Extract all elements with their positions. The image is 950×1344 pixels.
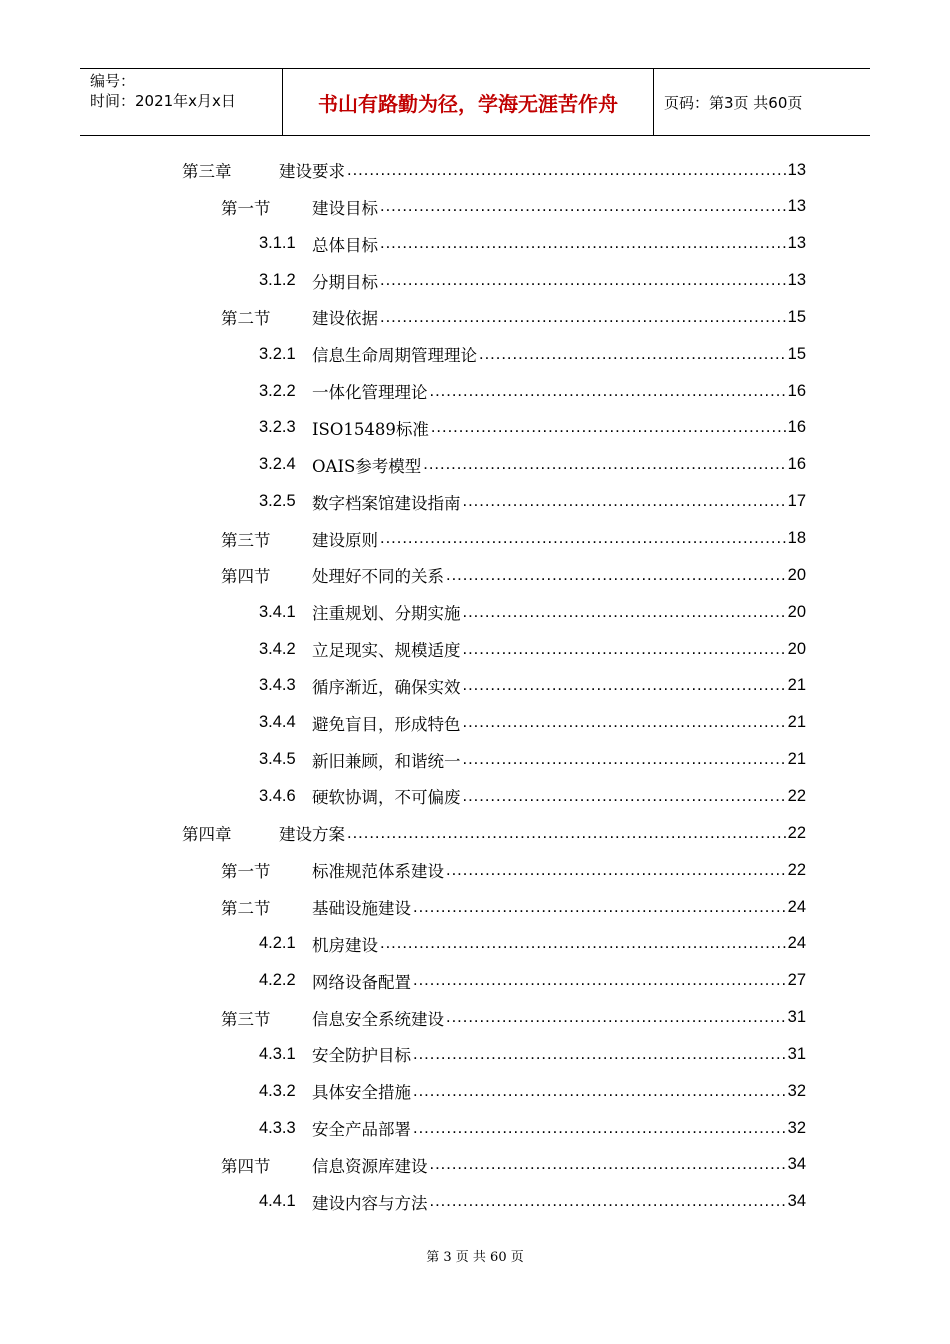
toc-entry-title: 总体目标 [312, 235, 378, 255]
toc-entry-number: 第二节 [221, 310, 271, 329]
toc-entry-title: 标准规范体系建设 [312, 862, 444, 882]
toc-entry[interactable] [259, 336, 806, 372]
toc-leader-dots [380, 271, 786, 290]
toc-leader-dots [446, 1008, 786, 1027]
toc-entry[interactable] [182, 815, 806, 851]
toc-leader-dots [380, 234, 786, 253]
toc-entry[interactable] [259, 742, 806, 778]
toc-entry-title: 建设要求 [279, 162, 345, 181]
toc-entry-page: 13 [787, 234, 806, 253]
toc-entry-page: 20 [787, 565, 806, 584]
toc-entry-number: 3.2.3 [259, 418, 296, 437]
toc-entry-number: 3.4.2 [259, 639, 296, 658]
toc-entry-number: 3.4.5 [259, 750, 296, 769]
toc-leader-dots [463, 603, 786, 622]
toc-leader-dots [347, 161, 786, 180]
toc-entry[interactable] [259, 373, 806, 409]
page-footer: 第 3 页 共 60 页 [426, 1250, 524, 1265]
toc-entry[interactable] [259, 447, 806, 483]
toc-entry-title: 处理好不同的关系 [312, 567, 444, 587]
toc-entry-number: 4.4.1 [259, 1192, 296, 1211]
toc-entry-page: 31 [787, 1044, 806, 1063]
toc-entry-page: 22 [787, 860, 806, 879]
toc-entry-title: 一体化管理理论 [312, 383, 428, 403]
serial-label: 编号： [90, 72, 136, 90]
toc-entry-page: 13 [787, 160, 806, 179]
toc-entry-title: 建设目标 [312, 198, 378, 218]
toc-entry-title: 立足现实、规模适度 [312, 641, 461, 661]
toc-entry-title: 网络设备配置 [312, 972, 411, 992]
toc-leader-dots [380, 529, 786, 548]
toc-leader-dots [380, 197, 786, 216]
toc-leader-dots [413, 1082, 786, 1101]
toc-entry-page: 22 [787, 823, 806, 842]
toc-leader-dots [463, 787, 786, 806]
toc-entry-title: 循序渐近，确保实效 [312, 677, 461, 697]
toc-entry-page: 32 [787, 1118, 806, 1137]
toc-entry[interactable] [259, 263, 806, 299]
toc-entry-title: ISO15489标准 [312, 419, 429, 439]
toc-entry-number: 第一节 [221, 863, 271, 882]
toc-entry-page: 34 [787, 1155, 806, 1174]
toc-leader-dots [479, 345, 786, 364]
toc-leader-dots [380, 934, 786, 953]
toc-entry-page: 34 [787, 1192, 806, 1211]
toc-leader-dots [446, 861, 786, 880]
toc-entry-title: 机房建设 [312, 935, 378, 955]
toc-entry-number: 第三章 [182, 163, 232, 181]
toc-entry[interactable] [259, 1110, 806, 1146]
toc-leader-dots [446, 566, 786, 585]
toc-entry-title: 安全防护目标 [312, 1046, 411, 1066]
toc-entry[interactable] [259, 1184, 806, 1220]
toc-entry-number: 3.1.2 [259, 271, 296, 290]
toc-entry-number: 第一节 [221, 199, 271, 218]
toc-entry[interactable] [259, 631, 806, 667]
time-label: 时间：2021年x月x日 [90, 92, 236, 110]
toc-entry-number: 第四节 [221, 1157, 271, 1176]
toc-entry-number: 3.2.5 [259, 492, 296, 511]
toc-entry-page: 21 [787, 676, 806, 695]
toc-leader-dots [463, 750, 786, 769]
toc-entry-page: 15 [787, 344, 806, 363]
toc-entry-page: 20 [787, 602, 806, 621]
toc-entry-title: 分期目标 [312, 272, 378, 292]
toc-leader-dots [463, 640, 786, 659]
toc-entry-title: 信息生命周期管理理论 [312, 346, 477, 366]
toc-entry-title: 基础设施建设 [312, 899, 411, 918]
toc-leader-dots [430, 382, 786, 401]
toc-leader-dots [430, 1192, 786, 1211]
toc-entry-page: 31 [787, 1008, 806, 1027]
toc-entry-title: 建设方案 [279, 825, 345, 845]
toc-leader-dots [463, 492, 786, 511]
toc-leader-dots [413, 971, 786, 990]
toc-entry[interactable] [259, 705, 806, 741]
toc-entry-number: 4.3.1 [259, 1044, 296, 1063]
toc-entry-page: 18 [787, 529, 806, 547]
toc-entry[interactable] [259, 778, 806, 814]
toc-entry-title: 信息资源库建设 [312, 1156, 428, 1176]
toc-entry-title: OAIS参考模型 [312, 456, 422, 476]
toc-entry-number: 4.3.3 [259, 1118, 296, 1137]
toc-entry[interactable] [221, 852, 806, 888]
header-page-info: 页码：第3页 共60页 [664, 93, 803, 112]
toc-entry-number: 3.4.4 [259, 713, 296, 732]
toc-entry-number: 3.2.1 [259, 344, 296, 363]
toc-leader-dots [413, 898, 786, 917]
toc-entry[interactable] [259, 226, 806, 262]
toc-entry-title: 建设内容与方法 [312, 1193, 428, 1213]
toc-entry-number: 3.4.3 [259, 676, 296, 695]
toc-entry-title: 硬软协调，不可偏废 [312, 788, 461, 808]
toc-entry-page: 21 [787, 750, 806, 769]
toc-entry-number: 第四章 [182, 826, 232, 845]
toc-entry-number: 第二节 [221, 900, 271, 918]
toc-entry-number: 3.2.4 [259, 455, 296, 474]
header-motto: 书山有路勤为径，学海无涯苦作舟 [282, 69, 654, 135]
toc-entry[interactable] [259, 484, 806, 520]
toc-entry[interactable] [259, 594, 806, 630]
toc-leader-dots [347, 824, 786, 843]
toc-entry-title: 建设依据 [312, 309, 378, 329]
toc-entry-title: 注重规划、分期实施 [312, 604, 461, 624]
toc-leader-dots [431, 418, 786, 437]
toc-entry-number: 3.4.6 [259, 786, 296, 805]
toc-entry-page: 15 [787, 307, 806, 326]
header-meta [80, 69, 282, 135]
toc-leader-dots [430, 1155, 786, 1174]
toc-entry-page: 22 [787, 786, 806, 805]
toc-entry[interactable] [259, 963, 806, 999]
toc-entry-page: 27 [787, 971, 806, 990]
toc-leader-dots [463, 676, 786, 695]
toc-entry[interactable] [221, 189, 806, 225]
toc-entry[interactable] [259, 1036, 806, 1072]
toc-entry-page: 17 [787, 492, 806, 511]
toc-entry-title: 建设原则 [312, 530, 378, 550]
toc-leader-dots [423, 455, 785, 474]
toc-entry[interactable] [259, 668, 806, 704]
page-header [80, 68, 870, 136]
toc-entry-number: 第四节 [221, 568, 271, 587]
toc-entry-number: 3.1.1 [259, 234, 296, 253]
toc-entry[interactable] [221, 521, 806, 557]
toc-entry-title: 信息安全系统建设 [312, 1009, 444, 1029]
toc-entry-number: 3.4.1 [259, 602, 296, 621]
toc-entry-number: 4.2.2 [259, 971, 296, 990]
toc-entry-page: 13 [787, 271, 806, 290]
toc-entry[interactable] [221, 1147, 806, 1183]
toc-entry-page: 32 [787, 1081, 806, 1100]
toc-entry-number: 4.2.1 [259, 934, 296, 953]
toc-entry-page: 13 [787, 197, 806, 216]
toc-entry-page: 16 [787, 381, 806, 400]
toc-entry-page: 16 [787, 455, 806, 474]
toc-leader-dots [413, 1045, 786, 1064]
toc-entry-number: 3.2.2 [259, 381, 296, 400]
toc-entry[interactable] [221, 557, 806, 593]
toc-entry-page: 16 [787, 418, 806, 437]
toc-entry-title: 具体安全措施 [312, 1083, 411, 1103]
toc-entry[interactable] [182, 152, 806, 188]
toc-leader-dots [413, 1119, 786, 1138]
toc-entry-page: 21 [787, 713, 806, 732]
toc-entry-page: 24 [787, 934, 806, 953]
toc-entry[interactable] [221, 299, 806, 335]
toc-entry-page: 20 [787, 639, 806, 658]
toc-entry-title: 新旧兼顾，和谐统一 [312, 751, 461, 771]
toc-leader-dots [380, 308, 786, 327]
toc-entry[interactable] [259, 410, 806, 446]
toc-entry-number: 第三节 [221, 1010, 271, 1029]
toc-entry-page: 24 [787, 897, 806, 916]
toc-entry[interactable] [221, 889, 806, 925]
toc-entry-title: 安全产品部署 [312, 1120, 411, 1140]
toc-entry-number: 4.3.2 [259, 1081, 296, 1100]
toc-leader-dots [463, 713, 786, 732]
toc-entry-title: 数字档案馆建设指南 [312, 493, 461, 513]
toc-entry-title: 避免盲目，形成特色 [312, 714, 461, 734]
toc-entry[interactable] [221, 1000, 806, 1036]
toc-entry[interactable] [259, 926, 806, 962]
toc-entry[interactable] [259, 1073, 806, 1109]
toc-entry-number: 第三节 [221, 531, 271, 550]
